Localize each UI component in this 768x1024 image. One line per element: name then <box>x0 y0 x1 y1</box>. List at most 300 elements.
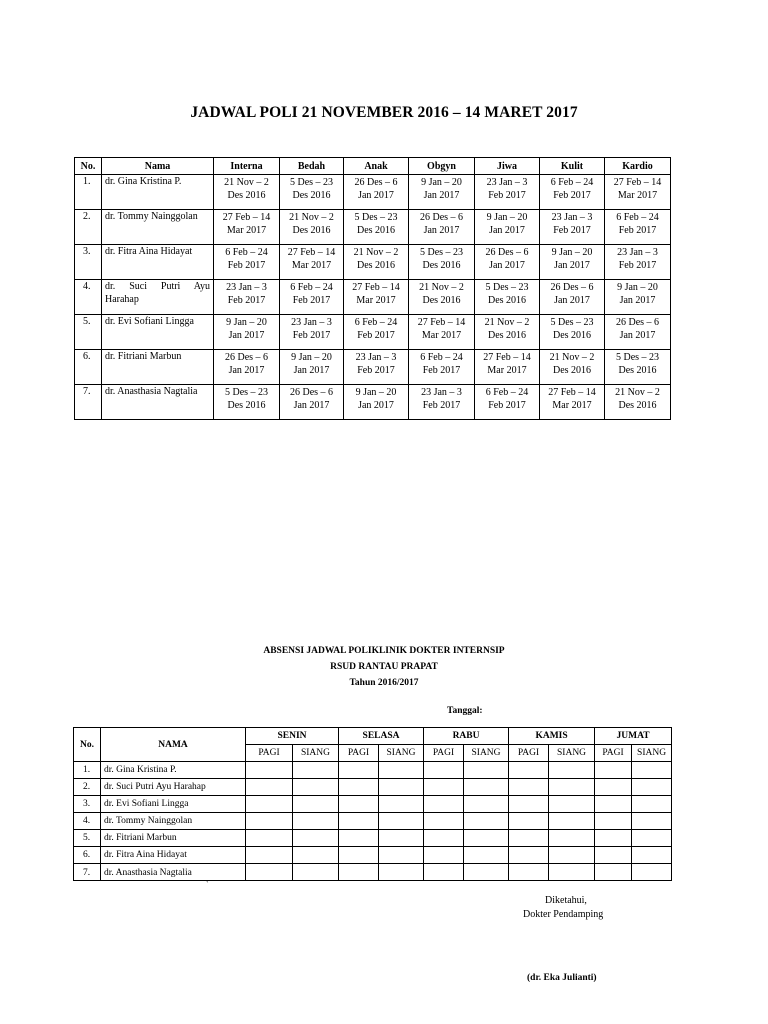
shift-siang: SIANG <box>464 745 509 762</box>
attendance-cell[interactable] <box>293 830 339 847</box>
schedule-period <box>475 385 540 420</box>
schedule-row <box>75 315 671 350</box>
period-start: 26 Des – 6 <box>289 387 334 398</box>
shift-siang: SIANG <box>549 745 595 762</box>
period-start: 26 Des – 6 <box>224 352 269 363</box>
attendance-cell[interactable] <box>339 813 379 830</box>
period-end: Des 2016 <box>422 260 461 271</box>
attendance-cell[interactable] <box>246 779 293 796</box>
period-start: 5 Des – 23 <box>485 282 529 293</box>
attendance-cell[interactable] <box>595 762 632 779</box>
header-jiwa: Jiwa <box>475 158 540 175</box>
shift-siang: SIANG <box>632 745 672 762</box>
schedule-period <box>344 175 409 210</box>
period-start: 26 Des – 6 <box>485 247 529 258</box>
period-start: 6 Feb – 24 <box>550 177 594 188</box>
attendance-cell[interactable] <box>549 796 595 813</box>
doctor-name: dr. Suci Putri Ayu Harahap <box>102 280 214 315</box>
row-number: 7. <box>75 385 102 420</box>
period-end: Des 2016 <box>292 190 331 201</box>
doctor-name: dr. Suci Putri Ayu Harahap <box>101 779 246 796</box>
attendance-cell[interactable] <box>379 779 424 796</box>
schedule-period <box>605 245 671 280</box>
schedule-period <box>344 210 409 245</box>
acknowledged-label: Diketahui, <box>545 895 587 906</box>
attendance-cell[interactable] <box>424 813 464 830</box>
period-end: Mar 2017 <box>291 260 332 271</box>
attendance-cell[interactable] <box>424 830 464 847</box>
attendance-cell[interactable] <box>632 864 672 882</box>
period-end: Des 2016 <box>618 365 657 376</box>
schedule-period <box>214 280 280 315</box>
shift-pagi: PAGI <box>339 745 379 762</box>
period-end: Jan 2017 <box>228 365 265 376</box>
period-end: Mar 2017 <box>487 365 527 376</box>
shift-siang: SIANG <box>293 745 339 762</box>
schedule-period <box>540 315 605 350</box>
period-end: Des 2016 <box>227 190 266 201</box>
attendance-cell[interactable] <box>293 779 339 796</box>
doctor-name: dr. Gina Kristina P. <box>101 762 246 779</box>
period-start: 23 Jan – 3 <box>226 282 267 293</box>
period-end: Feb 2017 <box>227 260 266 271</box>
period-start: 23 Jan – 3 <box>551 212 593 223</box>
schedule-row <box>75 245 671 280</box>
supervisor-role: Dokter Pendamping <box>523 909 604 920</box>
attendance-cell[interactable] <box>549 779 595 796</box>
period-start: 9 Jan – 20 <box>551 247 593 258</box>
doctor-name: dr. Fitriani Marbun <box>102 350 214 385</box>
header-anak: Anak <box>344 158 409 175</box>
attendance-row <box>74 864 672 882</box>
attendance-cell[interactable] <box>632 813 672 830</box>
row-number: 5. <box>75 315 102 350</box>
schedule-period <box>280 245 344 280</box>
period-start: 27 Feb – 14 <box>222 212 271 223</box>
attendance-cell[interactable] <box>293 847 339 864</box>
period-end: Des 2016 <box>618 400 657 411</box>
schedule-period <box>344 315 409 350</box>
period-end: Jan 2017 <box>423 190 460 201</box>
period-start: 21 Nov – 2 <box>615 387 660 398</box>
attendance-cell[interactable] <box>595 864 632 882</box>
schedule-period <box>475 280 540 315</box>
period-end: Jan 2017 <box>293 400 330 411</box>
schedule-period <box>344 245 409 280</box>
period-end: Feb 2017 <box>227 295 266 306</box>
row-number: 4. <box>75 280 102 315</box>
doctor-name: dr. Fitriani Marbun <box>101 830 246 847</box>
row-number: 2. <box>74 779 101 796</box>
period-start: 5 Des – 23 <box>419 247 464 258</box>
attendance-cell[interactable] <box>464 847 509 864</box>
schedule-row <box>75 210 671 245</box>
schedule-period <box>605 175 671 210</box>
period-end: Jan 2017 <box>423 225 460 236</box>
doctor-name: dr. Fitra Aina Hidayat <box>101 847 246 864</box>
period-end: Mar 2017 <box>226 225 267 236</box>
attendance-cell[interactable] <box>464 762 509 779</box>
attendance-cell[interactable] <box>632 847 672 864</box>
row-number: 7. <box>74 864 101 882</box>
period-start: 23 Jan – 3 <box>617 247 658 258</box>
attendance-cell[interactable] <box>379 813 424 830</box>
schedule-period <box>280 210 344 245</box>
schedule-period <box>409 385 475 420</box>
day-selasa: SELASA <box>339 728 424 745</box>
period-start: 6 Feb – 24 <box>225 247 268 258</box>
header-kulit: Kulit <box>540 158 605 175</box>
attendance-cell[interactable] <box>509 847 549 864</box>
period-end: Jan 2017 <box>358 190 394 201</box>
day-kamis: KAMIS <box>509 728 595 745</box>
period-end: Feb 2017 <box>488 190 526 201</box>
attendance-cell[interactable] <box>379 864 424 882</box>
attendance-cell[interactable] <box>632 762 672 779</box>
period-end: Mar 2017 <box>421 330 462 341</box>
period-end: Des 2016 <box>487 295 527 306</box>
schedule-period <box>475 175 540 210</box>
attendance-cell[interactable] <box>595 847 632 864</box>
schedule-period <box>605 350 671 385</box>
schedule-period <box>540 385 605 420</box>
period-start: 9 Jan – 20 <box>421 177 462 188</box>
attendance-cell[interactable] <box>246 762 293 779</box>
attendance-cell[interactable] <box>509 813 549 830</box>
schedule-period <box>605 315 671 350</box>
period-end: Mar 2017 <box>617 190 658 201</box>
schedule-period <box>214 315 280 350</box>
attendance-cell[interactable] <box>293 762 339 779</box>
period-end: Feb 2017 <box>357 365 395 376</box>
header-no: No. <box>75 158 102 175</box>
period-end: Mar 2017 <box>356 295 396 306</box>
signer-name: (dr. Eka Julianti) <box>527 973 597 983</box>
tick-mark: ` <box>206 880 209 889</box>
period-end: Feb 2017 <box>292 295 331 306</box>
attendance-cell[interactable] <box>464 830 509 847</box>
period-end: Jan 2017 <box>554 295 590 306</box>
period-end: Des 2016 <box>552 330 592 341</box>
period-start: 27 Feb – 14 <box>613 177 662 188</box>
header-obgyn: Obgyn <box>409 158 475 175</box>
attendance-cell[interactable] <box>464 796 509 813</box>
attendance-cell[interactable] <box>549 847 595 864</box>
attendance-cell[interactable] <box>339 847 379 864</box>
schedule-period <box>605 210 671 245</box>
schedule-row <box>75 175 671 210</box>
header-nama: Nama <box>102 158 214 175</box>
period-end: Feb 2017 <box>618 260 657 271</box>
row-number: 5. <box>74 830 101 847</box>
schedule-period <box>344 350 409 385</box>
row-number: 6. <box>75 350 102 385</box>
period-start: 5 Des – 23 <box>224 387 269 398</box>
schedule-period <box>280 280 344 315</box>
period-start: 9 Jan – 20 <box>617 282 658 293</box>
period-start: 23 Jan – 3 <box>291 317 332 328</box>
doctor-name: dr. Evi Sofiani Lingga <box>101 796 246 813</box>
row-number: 1. <box>74 762 101 779</box>
shift-pagi: PAGI <box>509 745 549 762</box>
attendance-cell[interactable] <box>509 796 549 813</box>
schedule-period <box>280 385 344 420</box>
attendance-cell[interactable] <box>632 796 672 813</box>
period-start: 26 Des – 6 <box>550 282 594 293</box>
schedule-title: JADWAL POLI 21 NOVEMBER 2016 – 14 MARET 2017 <box>190 104 578 121</box>
period-end: Mar 2017 <box>552 400 592 411</box>
header-interna: Interna <box>214 158 280 175</box>
attendance-cell[interactable] <box>549 864 595 882</box>
attendance-cell[interactable] <box>595 830 632 847</box>
schedule-period <box>280 315 344 350</box>
schedule-period <box>214 175 280 210</box>
attendance-cell[interactable] <box>246 864 293 882</box>
period-start: 21 Nov – 2 <box>353 247 399 258</box>
period-start: 27 Feb – 14 <box>417 317 466 328</box>
schedule-period <box>214 385 280 420</box>
attendance-row <box>74 779 672 796</box>
period-start: 23 Jan – 3 <box>486 177 528 188</box>
period-end: Jan 2017 <box>489 225 525 236</box>
period-end: Feb 2017 <box>488 400 526 411</box>
attendance-cell[interactable] <box>509 762 549 779</box>
schedule-row <box>75 385 671 420</box>
attendance-cell[interactable] <box>509 864 549 882</box>
period-end: Feb 2017 <box>357 330 395 341</box>
attendance-cell[interactable] <box>339 830 379 847</box>
period-end: Des 2016 <box>356 260 396 271</box>
date-label: Tanggal: <box>447 706 483 716</box>
row-number: 6. <box>74 847 101 864</box>
attendance-row <box>74 796 672 813</box>
period-end: Des 2016 <box>292 225 331 236</box>
schedule-period <box>540 210 605 245</box>
period-start: 23 Jan – 3 <box>421 387 462 398</box>
schedule-period <box>540 175 605 210</box>
attendance-cell[interactable] <box>293 796 339 813</box>
schedule-period <box>409 280 475 315</box>
row-number: 1. <box>75 175 102 210</box>
period-end: Des 2016 <box>552 365 592 376</box>
year-label: Tahun 2016/2017 <box>349 678 419 688</box>
attendance-cell[interactable] <box>464 813 509 830</box>
shift-pagi: PAGI <box>424 745 464 762</box>
attendance-cell[interactable] <box>595 779 632 796</box>
attendance-cell[interactable] <box>424 779 464 796</box>
row-number: 3. <box>75 245 102 280</box>
attendance-row <box>74 847 672 864</box>
day-senin: SENIN <box>246 728 339 745</box>
schedule-period <box>280 175 344 210</box>
period-end: Jan 2017 <box>554 260 590 271</box>
period-start: 21 Nov – 2 <box>419 282 464 293</box>
period-start: 9 Jan – 20 <box>355 387 397 398</box>
row-number: 3. <box>74 796 101 813</box>
period-end: Jan 2017 <box>293 365 330 376</box>
attendance-header-no: No. <box>74 728 101 762</box>
schedule-period <box>540 350 605 385</box>
period-end: Jan 2017 <box>619 330 656 341</box>
day-jumat: JUMAT <box>595 728 672 745</box>
schedule-period <box>214 245 280 280</box>
attendance-cell[interactable] <box>339 762 379 779</box>
attendance-cell[interactable] <box>246 796 293 813</box>
attendance-cell[interactable] <box>293 864 339 882</box>
attendance-cell[interactable] <box>424 847 464 864</box>
period-end: Feb 2017 <box>553 190 591 201</box>
period-end: Jan 2017 <box>619 295 656 306</box>
period-end: Jan 2017 <box>228 330 265 341</box>
period-start: 21 Nov – 2 <box>549 352 595 363</box>
day-rabu: RABU <box>424 728 509 745</box>
attendance-cell[interactable] <box>424 762 464 779</box>
period-end: Des 2016 <box>227 400 266 411</box>
schedule-period <box>344 280 409 315</box>
schedule-period <box>409 245 475 280</box>
period-end: Feb 2017 <box>422 400 461 411</box>
attendance-cell[interactable] <box>246 830 293 847</box>
attendance-cell[interactable] <box>595 796 632 813</box>
period-start: 6 Feb – 24 <box>354 317 398 328</box>
attendance-cell[interactable] <box>379 762 424 779</box>
schedule-header-row <box>75 158 671 175</box>
attendance-cell[interactable] <box>246 847 293 864</box>
schedule-period <box>475 350 540 385</box>
doctor-name: dr. Tommy Nainggolan <box>102 210 214 245</box>
attendance-cell[interactable] <box>379 830 424 847</box>
attendance-cell[interactable] <box>339 864 379 882</box>
period-end: Feb 2017 <box>292 330 331 341</box>
period-start: 5 Des – 23 <box>615 352 660 363</box>
period-start: 27 Feb – 14 <box>287 247 336 258</box>
hospital-name: RSUD RANTAU PRAPAT <box>330 662 438 672</box>
attendance-cell[interactable] <box>379 847 424 864</box>
shift-siang: SIANG <box>379 745 424 762</box>
period-start: 27 Feb – 14 <box>483 352 531 363</box>
schedule-period <box>540 245 605 280</box>
attendance-cell[interactable] <box>293 813 339 830</box>
period-start: 6 Feb – 24 <box>616 212 659 223</box>
attendance-cell[interactable] <box>424 864 464 882</box>
row-number: 2. <box>75 210 102 245</box>
attendance-cell[interactable] <box>464 864 509 882</box>
doctor-name: dr. Evi Sofiani Lingga <box>102 315 214 350</box>
period-start: 9 Jan – 20 <box>486 212 528 223</box>
doctor-name: dr. Tommy Nainggolan <box>101 813 246 830</box>
shift-pagi: PAGI <box>246 745 293 762</box>
period-start: 6 Feb – 24 <box>420 352 463 363</box>
attendance-cell[interactable] <box>424 796 464 813</box>
attendance-body <box>74 762 672 882</box>
period-end: Des 2016 <box>422 295 461 306</box>
period-end: Feb 2017 <box>553 225 591 236</box>
schedule-row <box>75 350 671 385</box>
attendance-cell[interactable] <box>379 796 424 813</box>
schedule-period <box>605 385 671 420</box>
period-end: Des 2016 <box>356 225 396 236</box>
attendance-header-name: NAMA <box>101 728 246 762</box>
period-start: 5 Des – 23 <box>289 177 334 188</box>
period-end: Jan 2017 <box>358 400 394 411</box>
period-start: 9 Jan – 20 <box>226 317 267 328</box>
schedule-period <box>475 245 540 280</box>
schedule-table <box>74 157 671 420</box>
period-start: 27 Feb – 14 <box>548 387 596 398</box>
attendance-cell[interactable] <box>509 830 549 847</box>
schedule-period <box>475 315 540 350</box>
table-bottom-border <box>73 880 671 881</box>
period-start: 6 Feb – 24 <box>485 387 529 398</box>
header-bedah: Bedah <box>280 158 344 175</box>
period-start: 9 Jan – 20 <box>291 352 332 363</box>
schedule-period <box>214 350 280 385</box>
row-number: 4. <box>74 813 101 830</box>
attendance-cell[interactable] <box>632 779 672 796</box>
attendance-row <box>74 830 672 847</box>
period-start: 26 Des – 6 <box>354 177 398 188</box>
period-start: 27 Feb – 14 <box>352 282 400 293</box>
period-start: 21 Nov – 2 <box>289 212 334 223</box>
doctor-name: dr. Anasthasia Nagtalia <box>101 864 246 882</box>
period-start: 26 Des – 6 <box>615 317 660 328</box>
schedule-period <box>409 350 475 385</box>
attendance-day-row <box>74 728 672 745</box>
attendance-cell[interactable] <box>595 813 632 830</box>
attendance-cell[interactable] <box>339 796 379 813</box>
attendance-cell[interactable] <box>509 779 549 796</box>
doctor-name: dr. Anasthasia Nagtalia <box>102 385 214 420</box>
schedule-period <box>409 315 475 350</box>
schedule-period <box>409 175 475 210</box>
period-start: 21 Nov – 2 <box>484 317 530 328</box>
period-end: Feb 2017 <box>422 365 461 376</box>
attendance-row <box>74 762 672 779</box>
attendance-row <box>74 813 672 830</box>
attendance-cell[interactable] <box>632 830 672 847</box>
schedule-period <box>409 210 475 245</box>
period-end: Des 2016 <box>487 330 527 341</box>
period-start: 23 Jan – 3 <box>355 352 397 363</box>
schedule-period <box>475 210 540 245</box>
period-start: 21 Nov – 2 <box>224 177 269 188</box>
attendance-heading: ABSENSI JADWAL POLIKLINIK DOKTER INTERNSIP <box>263 646 505 656</box>
schedule-body <box>75 175 671 420</box>
attendance-cell[interactable] <box>549 813 595 830</box>
period-start: 5 Des – 23 <box>354 212 398 223</box>
attendance-cell[interactable] <box>246 813 293 830</box>
attendance-cell[interactable] <box>549 830 595 847</box>
doctor-name: dr. Gina Kristina P. <box>102 175 214 210</box>
attendance-table <box>73 727 672 881</box>
schedule-period <box>214 210 280 245</box>
schedule-period <box>540 280 605 315</box>
attendance-cell[interactable] <box>339 779 379 796</box>
shift-pagi: PAGI <box>595 745 632 762</box>
schedule-row <box>75 280 671 315</box>
header-kardio: Kardio <box>605 158 671 175</box>
attendance-cell[interactable] <box>549 762 595 779</box>
period-end: Feb 2017 <box>618 225 657 236</box>
period-end: Jan 2017 <box>489 260 525 271</box>
schedule-period <box>344 385 409 420</box>
schedule-period <box>605 280 671 315</box>
doctor-name: dr. Fitra Aina Hidayat <box>102 245 214 280</box>
period-start: 5 Des – 23 <box>550 317 594 328</box>
attendance-cell[interactable] <box>464 779 509 796</box>
period-start: 26 Des – 6 <box>419 212 464 223</box>
period-start: 6 Feb – 24 <box>290 282 333 293</box>
